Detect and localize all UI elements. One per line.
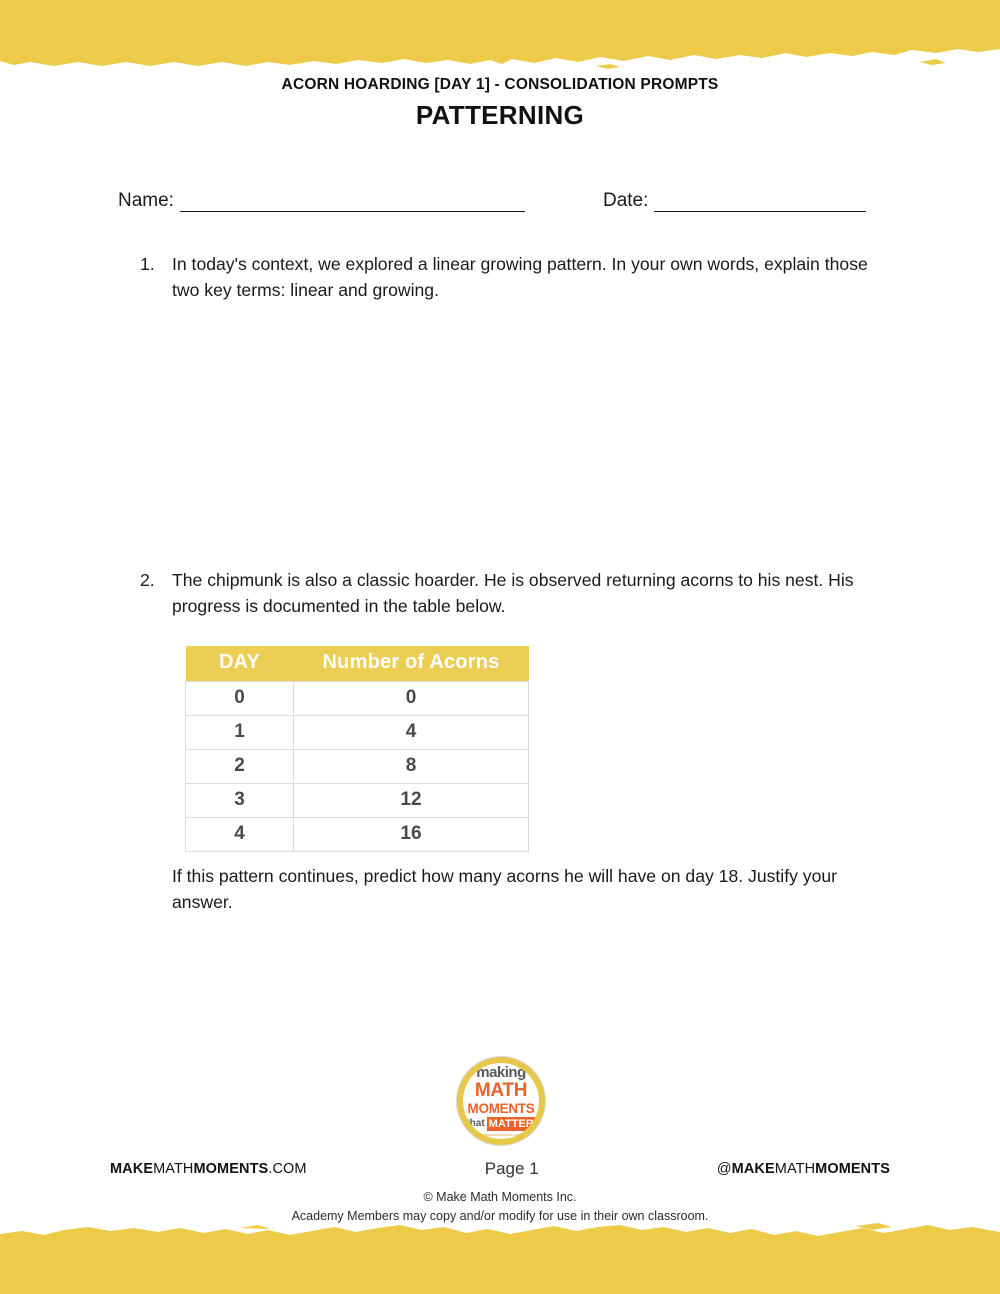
footer-website-moments: MOMENTS <box>193 1161 269 1177</box>
copyright-block <box>0 1188 1000 1226</box>
question-1-number: 1. <box>140 254 155 274</box>
table-row <box>186 784 529 818</box>
cell-acorns: 4 <box>294 716 529 750</box>
question-2-text: The chipmunk is also a classic hoarder. He is observed returning acorns to his nest. His progress is documented in the table below. <box>172 570 854 616</box>
cell-day: 1 <box>186 716 294 750</box>
logo-text-matter: MATTER <box>488 1117 534 1130</box>
footer-handle-moments: MOMENTS <box>815 1161 890 1177</box>
footer-at-sign: @ <box>716 1161 732 1177</box>
logo-text-that: that <box>466 1118 485 1130</box>
table-header-day: DAY <box>186 646 294 682</box>
footer-website-com: .COM <box>268 1161 307 1177</box>
footer-website-make: MAKE <box>110 1161 154 1177</box>
logo-text-math: MATH <box>474 1079 528 1101</box>
question-2 <box>140 568 878 619</box>
copyright-line-1: © Make Math Moments Inc. <box>423 1190 577 1204</box>
table-row <box>186 750 529 784</box>
footer-handle-make: MAKE <box>731 1161 775 1177</box>
cell-day: 2 <box>186 750 294 784</box>
question-2-followup: If this pattern continues, predict how many acorns he will have on day 18. Justify your answer. <box>172 866 837 912</box>
torn-flecks-top <box>596 59 1000 71</box>
cell-acorns: 12 <box>294 784 529 818</box>
footer-website[interactable] <box>110 1161 307 1177</box>
logo-text-moments: MOMENTS <box>467 1100 535 1116</box>
bottom-yellow-band <box>0 1222 1000 1294</box>
header-kicker: ACORN HOARDING [DAY 1] - CONSOLIDATION PROMPTS <box>281 76 719 93</box>
logo-text-making: making <box>476 1063 526 1081</box>
question-1 <box>140 252 878 303</box>
footer-row <box>110 1159 890 1179</box>
cell-acorns: 8 <box>294 750 529 784</box>
top-yellow-band <box>0 0 1000 78</box>
footer-website-math: MATH <box>153 1161 194 1177</box>
table-row <box>186 818 529 852</box>
page-header <box>0 76 1000 131</box>
cell-day: 0 <box>186 682 294 716</box>
table-head <box>186 646 529 682</box>
cell-day: 4 <box>186 818 294 852</box>
question-1-text: In today's context, we explored a linear growing pattern. In your own words, explain those two key terms: linear and growing. <box>172 254 868 300</box>
footer-handle-math: MATH <box>774 1161 816 1177</box>
table-row <box>186 716 529 750</box>
table-header-row <box>186 646 529 682</box>
page-number: Page 1 <box>484 1159 539 1178</box>
table-header-acorns: Number of Acorns <box>294 646 529 682</box>
torn-edge-bottom-path <box>0 1225 1000 1294</box>
name-label: Name: <box>118 190 174 211</box>
make-math-moments-logo <box>457 1057 545 1145</box>
logo-text-that-matter <box>466 1117 535 1131</box>
torn-edge-top-path <box>0 0 1000 66</box>
table-row <box>186 682 529 716</box>
acorn-data-table <box>185 646 529 852</box>
cell-acorns: 16 <box>294 818 529 852</box>
logo-url: makemathmoments.com <box>481 1133 521 1138</box>
copyright-line-2: Academy Members may copy and/or modify for use in their own classroom. <box>291 1208 709 1223</box>
page-title: PATTERNING <box>415 100 585 130</box>
cell-acorns: 0 <box>294 682 529 716</box>
name-date-row <box>118 190 888 212</box>
footer-social-handle[interactable] <box>717 1161 890 1177</box>
question-2-number: 2. <box>140 570 155 590</box>
name-input-line[interactable] <box>180 196 525 212</box>
date-label: Date: <box>602 190 649 211</box>
date-input-line[interactable] <box>654 196 866 212</box>
cell-day: 3 <box>186 784 294 818</box>
logo-inner-circle <box>463 1063 539 1139</box>
table-body <box>186 682 529 852</box>
